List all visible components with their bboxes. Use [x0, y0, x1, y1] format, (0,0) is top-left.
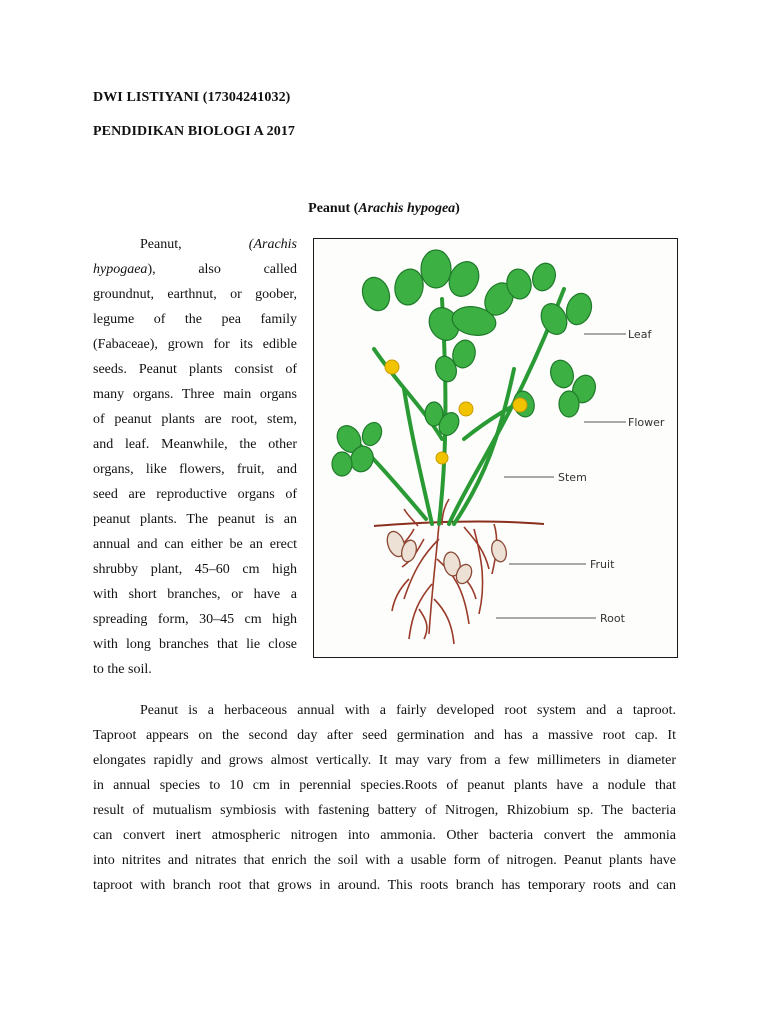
label-flower: Flower: [628, 416, 665, 429]
para1-line-15: with short branches, or have a: [93, 587, 297, 602]
peanut-plant-figure: [313, 238, 678, 658]
para2-line-6: can convert inert atmospheric nitrogen into ammonia. Other bacteria convert the ammonia: [93, 828, 676, 843]
title-close: ): [455, 201, 460, 216]
para2-line-7: into nitrites and nitrates that enrich the soil with a usable form of nitrogen. Peanut plants have: [93, 853, 676, 868]
para1-line-18: to the soil.: [93, 662, 152, 677]
para2-line-2: Taproot appears on the second day after seed germination and has a massive root cap. It: [93, 728, 676, 743]
para1-word: Peanut,: [140, 237, 182, 252]
para2-line-1: Peanut is a herbaceous annual with a fairly developed root system and a taproot.: [140, 703, 676, 718]
para2-line-8: taproot with branch root that grows in around. This roots branch has temporary roots and can: [93, 878, 676, 893]
para2-line-3: elongates rapidly and grows almost vertically. It may vary from a few millimeters in diameter: [93, 753, 676, 768]
para1-line-6: seeds. Peanut plants consist of: [93, 362, 297, 377]
title-text: Peanut (: [308, 201, 359, 216]
program-line: PENDIDIKAN BIOLOGI A 2017: [93, 124, 296, 139]
para1-line-4: legume of the pea family: [93, 312, 297, 327]
label-fruit: Fruit: [590, 558, 615, 571]
para1-line-10: organs, like flowers, fruit, and: [93, 462, 297, 477]
para1-word: also: [198, 262, 221, 277]
para1-word-italic: hypogaea),: [93, 262, 156, 277]
para1-word: called: [263, 262, 297, 277]
para1-line-5: (Fabaceae), grown for its edible: [93, 337, 297, 352]
soil-line: [374, 521, 544, 526]
para1-line-13: annual and can either be an erect: [93, 537, 297, 552]
para1-word-italic: (Arachis: [248, 237, 297, 252]
para1-line-11: seed are reproductive organs of: [93, 487, 297, 502]
para1-line-9: and leaf. Meanwhile, the other: [93, 437, 297, 452]
para1-line-17: with long branches that lie close: [93, 637, 297, 652]
para1-line-1: [140, 235, 297, 255]
label-stem: Stem: [558, 471, 587, 484]
title-scientific-name: Arachis hypogea: [358, 201, 456, 216]
para2-line-5: result of mutualism symbiosis with fastening battery of Nitrogen, Rhizobium sp. The bacteria: [93, 803, 676, 818]
para1-line-14: shrubby plant, 45–60 cm high: [93, 562, 297, 577]
author-line: DWI LISTIYANI (17304241032): [93, 90, 291, 105]
para2-line-4: in annual species to 10 cm in perennial species.Roots of peanut plants have a nodule that: [93, 778, 676, 793]
para1-line-7: many organs. Three main organs: [93, 387, 297, 402]
label-leaf: Leaf: [628, 328, 652, 341]
para1-line-3: groundnut, earthnut, or goober,: [93, 287, 297, 302]
fruit-pods: [384, 529, 509, 586]
page-title: [0, 201, 768, 217]
para1-line-16: spreading form, 30–45 cm high: [93, 612, 297, 627]
leaves: [332, 250, 599, 476]
para1-line-8: of peanut plants are root, stem,: [93, 412, 297, 427]
peanut-plant-drawing: [314, 239, 676, 656]
para1-line-12: peanut plants. The peanut is an: [93, 512, 297, 527]
label-root: Root: [600, 612, 625, 625]
para1-line-2: [93, 260, 297, 280]
